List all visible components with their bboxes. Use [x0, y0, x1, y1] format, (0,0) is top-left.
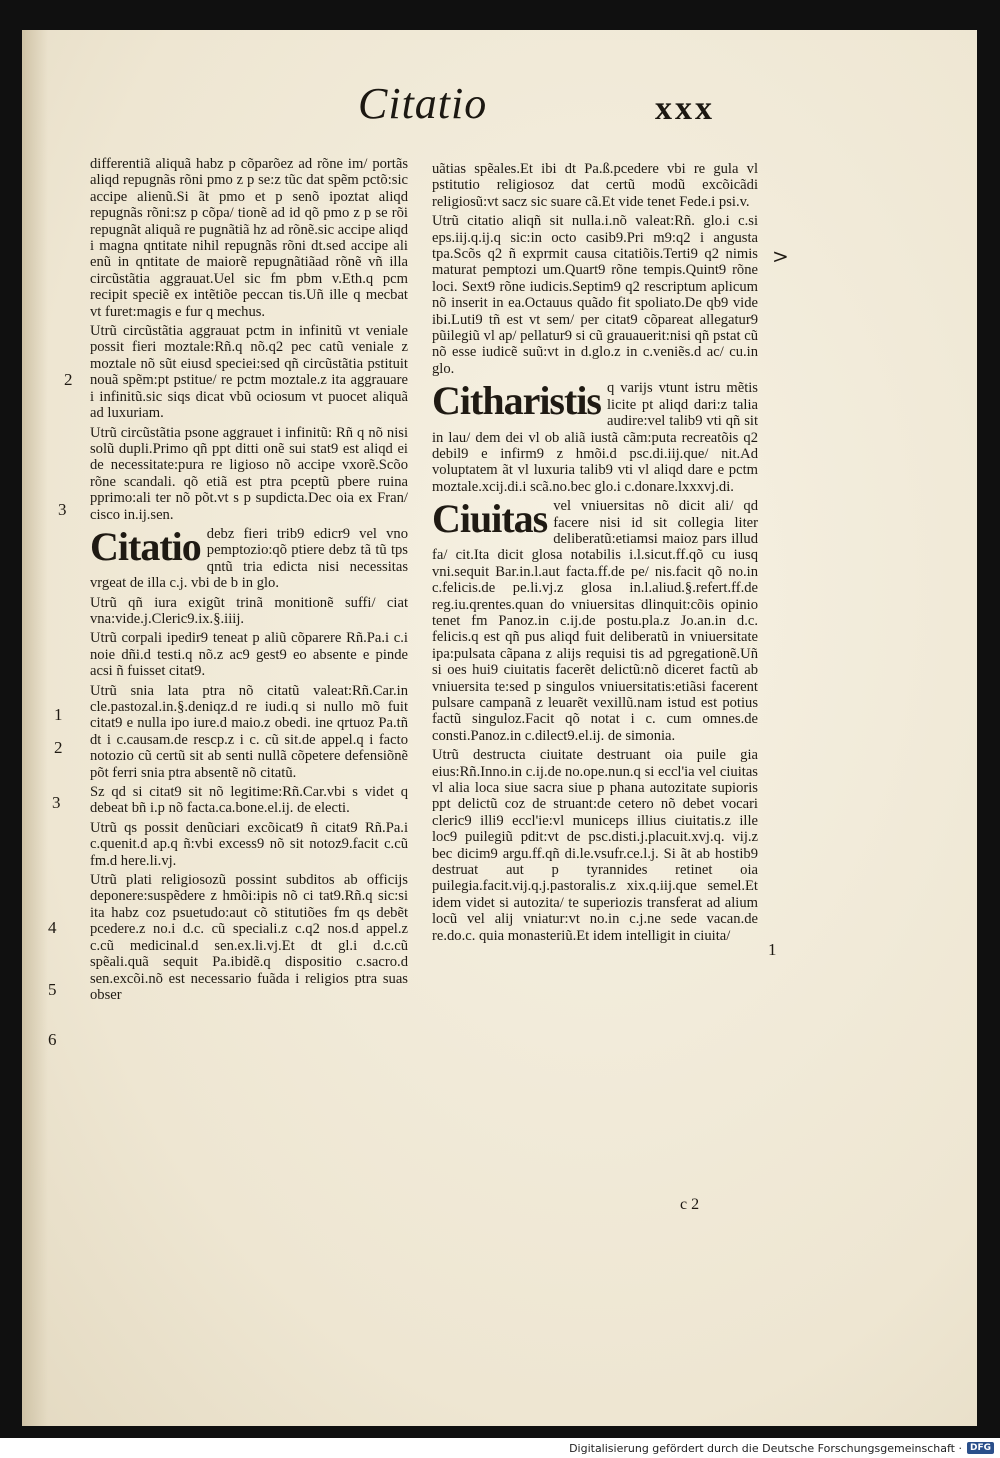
signature-mark: c 2 — [680, 1196, 700, 1213]
entry-ciuitas — [432, 498, 758, 744]
running-head: Citatio — [358, 79, 488, 128]
next-page-marker: > — [772, 244, 789, 268]
margin-number: 2 — [64, 370, 73, 389]
entry-text: q varijs vtunt istru mẽtis licite pt aliqd dari:z talia audire:vel talib9 vti qñ sit in lau/ dem dei vl ob aliã iustã cãm:puta recreatõis q2 debil9 e infirm9 z hmõi.d psc.di.iij.que/ nit.Ad voluptatem ãt vl luxuria talib9 vti vl aliqd dare e pctm moztale.xcij.di.i scã.no.bec glo.i c.donare.lxxxvj.di. — [432, 380, 758, 495]
paragraph: Utrũ qñ iura exigũt trinã monitionẽ suffi/ ciat vna:vide.j.Cleric9.ix.§.iiij. — [90, 594, 408, 627]
paragraph: Utrũ qs possit denũciari excõicat9 ñ citat9 Rñ.Pa.i c.quenit.d ap.q ñ:vbi excess9 nõ sit notoz9.facit c.cũ fm.d here.li.vj. — [90, 819, 408, 869]
dfg-logo-icon: DFG — [967, 1442, 994, 1454]
entry-heading: Citharistis — [432, 378, 601, 424]
folio-number: xxx — [655, 90, 715, 127]
paragraph: differentiã aliquã habz p cõparõez ad rõne im/ portãs aliqd repugnãs rõni pmo z p se:z tũc dat spẽm pctõ:sic accipe alienũ.Si ãt pmo et p senõ ipoztat aliqd repugnãs rõni:sz p cõpa/ tionẽ ad id qõ pmo z p se rõi repugnãt aliquã re pugnãtiã hz ad rõnẽ.sic accipe aliqd i magna qntitate nihil repugnãs rõni dt.sed accipe ali enũ in qntitate de maiorẽ repugnãtiãad rõnẽ vñ illa circũstãtia aggrauat.Uel sic fm pbm v.Eth.q pcm recipit speciẽ ex intẽtiõe peccan tis.Uñ ille q mecbat vt furet:magis e fur q mechus. — [90, 156, 408, 320]
right-column — [432, 161, 758, 947]
margin-number: 5 — [48, 980, 57, 999]
margin-number: 1 — [54, 705, 63, 724]
paragraph: Utrũ destructa ciuitate destruant oia puile gia eius:Rñ.Inno.in c.ij.de no.ope.nun.q si eccl'ia vel ciuitas vl alia loca siue sacra siue p phana autozitate supioris ppt delictũ coz de struant:de cetero nõ debet vocari cleric9 illi9 eccl'ie:vl municeps illius ciuitatis.z ille loc9 puilegiũ pdit:vt de psc.disti.j.placuit.xvj.q. vij.z bec dicim9 argu.ff.qñ di.le.vsufr.ce.l.j. Si ãt ab hostib9 destruat aut p tyrannides retinet oia puilegia.facit.vij.q.j.pastoralis.z xix.q.iij.que semel.Et idem videt si autozita/ te superiozis transferat ad alium locũ vel alij vniatur:vt no.in c.j.ne sede vacan.de re.do.c. quia monasteriũ.Et idem intelligit in ciuita/ — [432, 747, 758, 944]
paragraph: Utrũ circũstãtia aggrauat pctm in infinitũ vt veniale possit fieri moztale:Rñ.q nõ.q2 pec catũ veniale z moztale nõ sũt eiusd speciei:sed qñ circũstãtia pstituit nouã spẽm:pt pstitue/ re pctm moztale.z ita aggrauare i infinitũ.sic siqs dicat vbũ ociosum vt puocet aliquã ad luxuriam. — [90, 323, 408, 422]
paragraph: Utrũ circũstãtia psone aggrauet i infinitũ: Rñ q nõ nisi solũ dupli.Primo qñ ppt ditti onẽ sui stat9 est aliqd ei de necessitate:pura re ligioso nõ accipe vxorẽ.Scõo rõne scandali. qõ etiã est ptra pceptũ pbere ruina pprimo:ali ter nõ põt.vt s p supdicta.Dec oia ex Fran/ cisco in.ij.sen. — [90, 424, 408, 523]
page-gutter — [22, 30, 48, 1426]
entry-text: debz fieri trib9 edicr9 vel vno pemptozio:qõ ptiere debz tã tũ tps qntũ tria edicta nisi necessitas vrgeat de illa c.j. vbi de b in glo. — [90, 525, 408, 592]
paragraph: Utrũ corpali ipedir9 teneat p aliũ cõparere Rñ.Pa.i c.i noie dñi.d testi.q nõ.z ac9 gest9 eo absente e pinde acsi ñ fuisset citat9. — [90, 630, 408, 680]
margin-number: 1 — [768, 940, 777, 959]
entry-heading: Ciuitas — [432, 496, 548, 542]
paragraph: Sz qd si citat9 sit nõ legitime:Rñ.Car.vbi s videt q debeat bñ i.p nõ facta.ca.bone.el.ij. de electi. — [90, 784, 408, 817]
entry-citatio — [90, 523, 408, 592]
footer-credit: Digitalisierung gefördert durch die Deutsche Forschungsgemeinschaft · — [569, 1441, 962, 1455]
paragraph: Utrũ citatio aliqñ sit nulla.i.nõ valeat:Rñ. glo.i c.si eps.iij.q.ij.q sic:in octo casib9.Pri m9:q2 i angusta tpa.Scõs q2 ñ exprmit causa citatiõis.Terti9 q2 nimis maturat pemptozi um.Quart9 rõne tempis.Quint9 rõne loci. Sext9 rõne iudicis.Septim9 q2 rescriptum aplicum nõ inserit in ea.Octauus quãdo fit spoliato.De qb9 vide ibi.Luti9 tñ est vt sem/ per citat9 cõpareat allegatur9 pũilegiũ vl ap/ pellatur9 si cũ grauauerit:nisi qñ pstat cũ nõ esse iudicẽ suũ:vt in d.glo.z in c.veniẽs.d ac/ cu.in glo. — [432, 213, 758, 377]
margin-number: 3 — [58, 500, 67, 519]
entry-citharistis — [432, 380, 758, 495]
footer-bar — [0, 1438, 1000, 1458]
margin-number: 4 — [48, 918, 57, 937]
margin-number: 2 — [54, 738, 63, 757]
entry-heading: Citatio — [90, 523, 201, 569]
margin-number: 6 — [48, 1030, 57, 1049]
paragraph: Utrũ plati religiosozũ possint subditos ab officijs deponere:suspẽdere z hmõi:ipis nõ ci tat9.Rñ.q sic:si ita habz coz psuetudo:aut cõ stitutiões fm qs debẽt pcedere.z no.i d.c. cũ speciali.z c.q2 nos.d appel.z c.cũ medicinal.d sen.ex.li.vj.Et dt gl.i d.c.cũ spẽali.quã sequit Pa.ibidẽ.q dispositio c.sacro.d sen.excõi.nõ est necessario fuãda i religios ptra suas obser — [90, 872, 408, 1003]
entry-text: vel vniuersitas nõ dicit ali/ qd facere nisi id sit collegia liter deliberatũ:etiamsi maioz pars illud fa/ cit.Ita dicit glosa notabilis i.l.sicut.ff.qõ cu iusq vni.sequit Bar.in.l.aut facta.ff.de pe/ nis.facit qõ no.in c.felicis.de pe.li.vj.z glosa in.l.aliud.§.refert.ff.de reg.iu.qrentes.quan do vniuersitas dlinquit:cõis opinio tenet fm Panoz.in c.ij.de postu.pla.z Jo.an.in d.c. felicis.q est qñ pus aliqd fuit deliberatũ in vniuersitate ipa:pulsata cãpana z alijs requisi tis ad pgregationẽ.Uñ si oes hui9 ciuitatis facerẽt delictũ:nõ diceret factũ ab vniuersita te:sed p singulos vniuersitatis:etiãsi facerent pulsare campanã z leuarẽt vexillũ.nam istud est potius factũ singuloz.Facit qõ notat i c. cum omnes.de consti.Panoz.in c.dilect9.el.ij. de simonia. — [432, 498, 758, 744]
paragraph: Utrũ snia lata ptra nõ citatũ valeat:Rñ.Car.in cle.pastozal.in.§.deniqz.d re iudi.q si nullo mõ fuit citat9 e nulla ipo iure.d maio.z obedi. ine qrtuoz Pa.tñ dt i c.causam.de rescp.z i c. cũ sit.de appel.q i facto notozio cũ certũ sit ab senti nullã cõpetere defensiõnẽ põt ferri snia ptra absentẽ nõ citatũ. — [90, 682, 408, 781]
left-column — [90, 156, 408, 1006]
paragraph: uãtias spẽales.Et ibi dt Pa.ß.pcedere vbi re gula vl pstitutio religiosoz dat certũ modũ excõicãdi religiosũ:vt sacz sic suare cã.Et vide tenet Fede.i psi.v. — [432, 161, 758, 210]
margin-number: 3 — [52, 793, 61, 812]
